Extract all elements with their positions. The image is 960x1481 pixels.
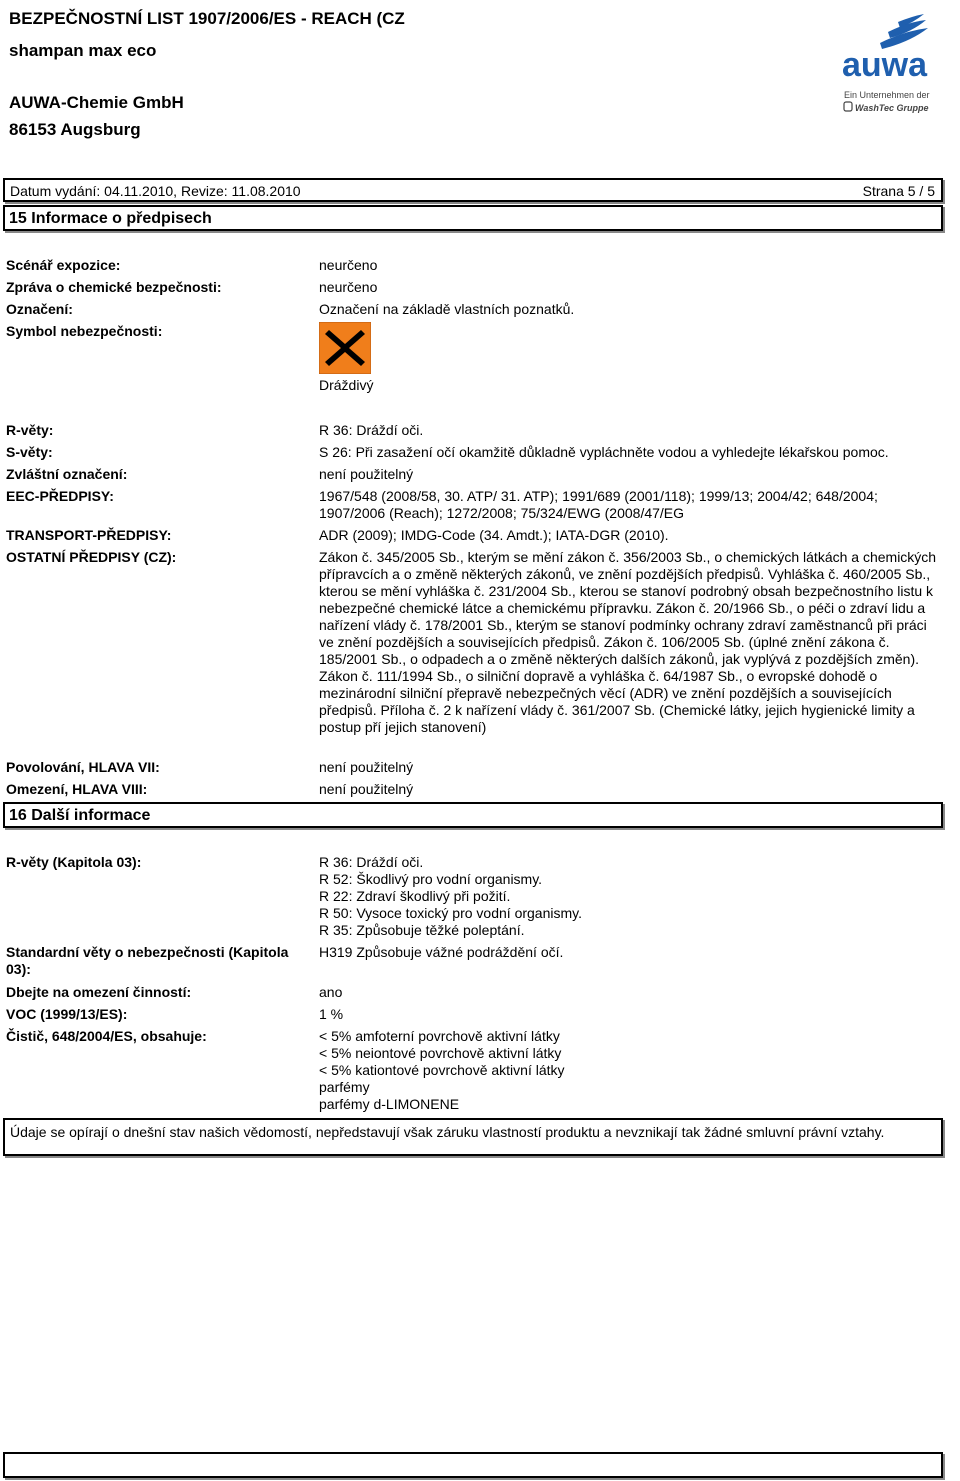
r-phrases-value: R 36: Dráždí oči.: [319, 422, 424, 438]
transport-regulations-value: ADR (2009); IMDG-Code (34. Amdt.); IATA-DGR (2010).: [319, 527, 669, 543]
voc-label: VOC (1999/13/ES):: [6, 1006, 128, 1022]
logo-subtitle-2: WashTec Gruppe: [855, 103, 929, 113]
restriction-label: Omezení, HLAVA VIII:: [6, 781, 148, 797]
section-16-header: [3, 802, 943, 828]
s-phrases-label: S-věty:: [6, 444, 53, 460]
restriction-value: není použitelný: [319, 781, 414, 797]
safety-report-label: Zpráva o chemické bezpečnosti:: [6, 279, 222, 295]
issue-date: Datum vydání: 04.11.2010, Revize: 11.08.2010: [10, 183, 301, 199]
section-15-title: 15 Informace o předpisech: [9, 210, 212, 227]
transport-regulations-label: TRANSPORT-PŘEDPISY:: [6, 527, 172, 543]
exposure-scenario-value: neurčeno: [319, 257, 378, 273]
section-16-title: 16 Další informace: [9, 807, 151, 824]
hazard-statements-label: Standardní věty o nebezpečnosti (Kapitola 03):: [6, 944, 289, 977]
company-city: 86153 Augsburg: [9, 120, 141, 139]
auwa-logo: [838, 12, 950, 120]
detergent-label: Čistič, 648/2004/ES, obsahuje:: [6, 1028, 207, 1044]
r-phrases-label: R-věty:: [6, 422, 54, 438]
labeling-value: Označení na základě vlastních poznatků.: [319, 301, 575, 317]
r-phrases-ch3-label: R-věty (Kapitola 03):: [6, 854, 142, 870]
voc-value: 1 %: [319, 1006, 344, 1022]
wave-icon: [838, 12, 950, 120]
authorisation-value: není použitelný: [319, 759, 414, 775]
logo-subtitle-1: Ein Unternehmen der: [844, 90, 930, 100]
disclaimer-box: [3, 1118, 943, 1156]
other-regulations-label: OSTATNÍ PŘEDPISY (CZ):: [6, 549, 177, 565]
usage-restriction-label: Dbejte na omezení činností:: [6, 984, 192, 1000]
usage-restriction-value: ano: [319, 984, 343, 1000]
r-phrases-ch3-value: R 36: Dráždí oči. R 52: Škodlivý pro vodní organismy. R 22: Zdraví škodlivý při požití. R 50: Vysoce toxický pro vodní organismy. R 35: Způsobuje těžké poleptání.: [319, 854, 582, 938]
hazard-caption: Dráždivý: [319, 377, 374, 393]
s-phrases-value: S 26: Při zasažení očí okamžitě důkladně vypláchněte vodou a vyhledejte lékařskou pomoc.: [319, 444, 889, 460]
disclaimer-text: Údaje se opírají o dnešní stav našich vědomostí, nepředstavují však záruku vlastností produktu a nevznikají tak žádné smluvní právní vztahy.: [10, 1124, 885, 1140]
eec-regulations-label: EEC-PŘEDPISY:: [6, 488, 114, 504]
special-labeling-label: Zvláštní označení:: [6, 466, 128, 482]
product-name: shampan max eco: [9, 41, 157, 60]
hazard-statements-value: H319 Způsobuje vážné podráždění očí.: [319, 944, 564, 960]
eec-regulations-value: 1967/548 (2008/58, 30. ATP/ 31. ATP); 1991/689 (2001/118); 1999/13; 2004/42; 648/2004; 1907/2006 (Reach); 1272/2008; 75/324/EWG (2008/47/EG: [319, 488, 878, 521]
company-name: AUWA-Chemie GmbH: [9, 93, 184, 112]
exposure-scenario-label: Scénář expozice:: [6, 257, 121, 273]
footer-bar: [3, 1452, 943, 1478]
issue-date-bar: [3, 178, 943, 202]
other-regulations-value: Zákon č. 345/2005 Sb., kterým se mění zákon č. 356/2003 Sb., o chemických látkách a chemických přípravcích a o změně některých zákonů, ve znění pozdějších předpisů. Vyhláška č. 460/2005 Sb., kterou se mění vyhláška č. 231/2004 Sb., kterou se stanoví podrobný obsah bezpečnostního listu k nebezpečné chemické látce a chemickému přípravku. Zákon č. 20/1966 Sb., o péči o zdraví lidu a nařízení vlády č. 178/2001 Sb., kterým se stanoví podmínky ochrany zdraví zaměstnanců při práci ve znění pozdějších a souvisejících předpisů. Zákon č. 106/2005 Sb. (úplné znění zákona č. 185/2001 Sb., o odpadech a o změně některých dalších zákonů, jak vyplývá z pozdějších změn). Zákon č. 111/1994 Sb., o silniční dopravě a vyhláška č. 64/1987 Sb., o evropské dohodě o mezinárodní silniční přepravě nebezpečných věcí (ADR) ve znění pozdějších a souvisejících předpisů. Příloha č. 2 k nařízení vlády č. 361/2007 Sb. (Chemické látky, jejich hygienické limity a postup pří jejich stanovení): [319, 549, 937, 735]
page-number: Strana 5 / 5: [862, 183, 935, 199]
special-labeling-value: není použitelný: [319, 466, 414, 482]
safety-report-value: neurčeno: [319, 279, 378, 295]
hazard-symbol-label: Symbol nebezpečnosti:: [6, 323, 163, 339]
labeling-label: Označení:: [6, 301, 73, 317]
logo-text: auwa: [842, 46, 928, 84]
document-title: BEZPEČNOSTNÍ LIST 1907/2006/ES - REACH (CZ: [9, 9, 405, 28]
detergent-value: < 5% amfoterní povrchově aktivní látky < 5% neiontové povrchově aktivní látky < 5% kationtové povrchově aktivní látky parfémy parfémy d-LIMONENE: [319, 1028, 565, 1112]
irritant-hazard-icon: [319, 322, 371, 374]
section-15-header: [3, 205, 943, 231]
authorisation-label: Povolování, HLAVA VII:: [6, 759, 160, 775]
